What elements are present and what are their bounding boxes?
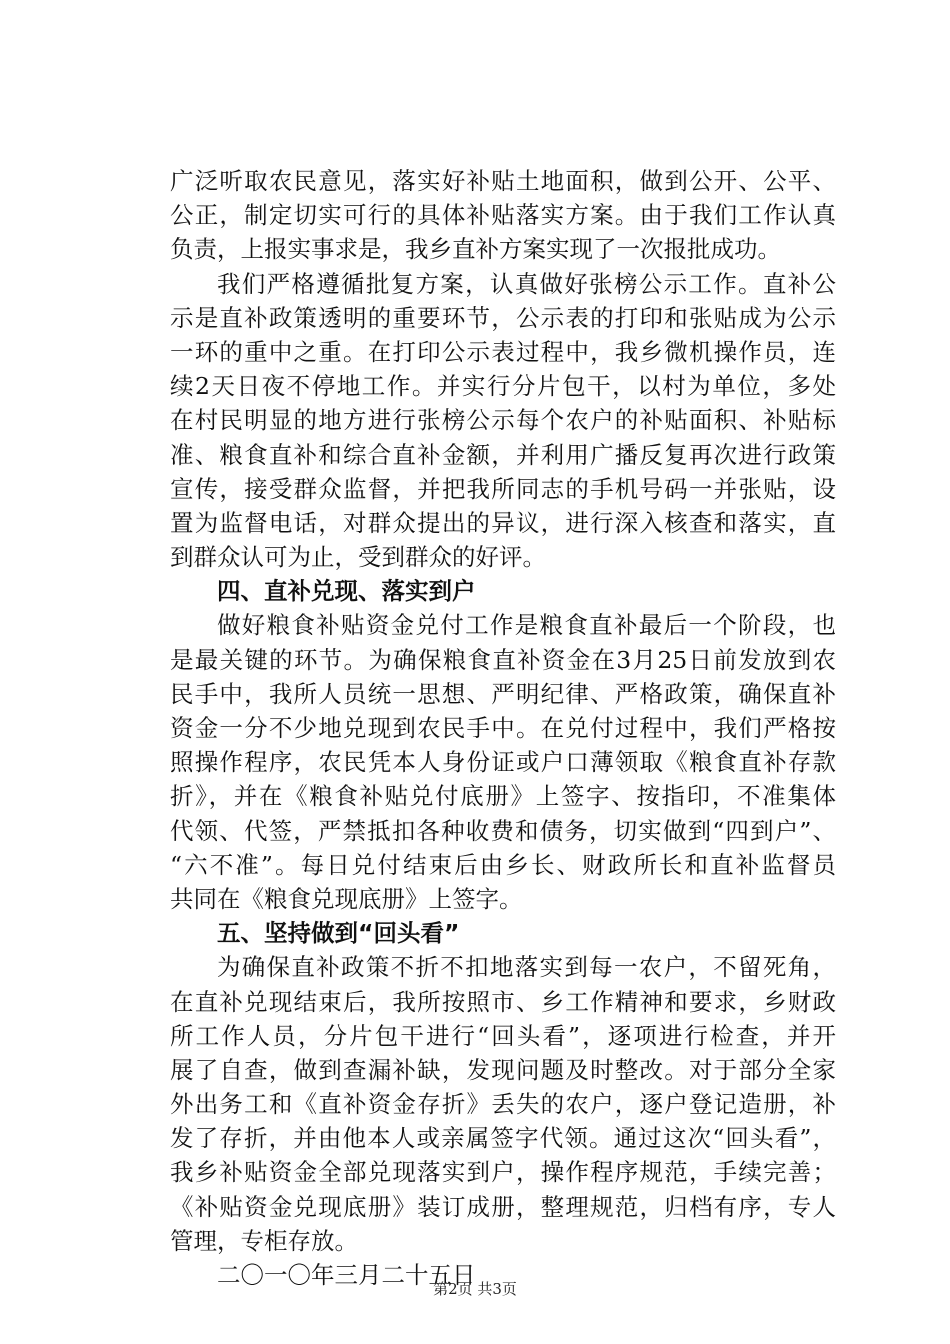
- body-line: 一环的重中之重。在打印公示表过程中，我乡微机操作员，连: [170, 337, 836, 366]
- body-line: 准、粮食直补和综合直补金额，并利用广播反复再次进行政策: [170, 440, 836, 469]
- body-line: 代领、代签，严禁抵扣各种收费和债务，切实做到“四到户”、: [170, 816, 836, 845]
- body-line: 广泛听取农民意见，落实好补贴土地面积，做到公开、公平、: [170, 167, 836, 195]
- body-line: 照操作程序，农民凭本人身份证或户口薄领取《粮食直补存款: [170, 748, 836, 777]
- body-line: 在村民明显的地方进行张榜公示每个农户的补贴面积、补贴标: [170, 406, 836, 435]
- body-line: “六不准”。每日兑付结束后由乡长、财政所长和直补监督员: [170, 850, 836, 879]
- body-line: 到群众认可为止，受到群众的好评。: [170, 543, 546, 572]
- body-line: 负责，上报实事求是，我乡直补方案实现了一次报批成功。: [170, 235, 781, 264]
- body-line: 示是直补政策透明的重要环节，公示表的打印和张贴成为公示: [170, 303, 836, 332]
- body-line: 在直补兑现结束后，我所按照市、乡工作精神和要求，乡财政: [170, 987, 836, 1016]
- body-line: 资金一分不少地兑现到农民手中。在兑付过程中，我们严格按: [170, 714, 836, 742]
- body-line: 外出务工和《直补资金存折》丢失的农户，逐户登记造册，补: [170, 1090, 836, 1119]
- section-heading: 五、坚持做到“回头看”: [217, 919, 460, 948]
- body-line: 《补贴资金兑现底册》装订成册，整理规范，归档有序，专人: [170, 1192, 836, 1221]
- paragraph-start-line: 我们严格遵循批复方案，认真做好张榜公示工作。直补公: [217, 269, 836, 298]
- body-line: 是最关键的环节。为确保粮食直补资金在3月25日前发放到农: [170, 645, 836, 674]
- body-line: 宣传，接受群众监督，并把我所同志的手机号码一并张贴，设: [170, 474, 836, 503]
- body-line: 展了自查，做到查漏补缺，发现问题及时整改。对于部分全家: [170, 1055, 836, 1084]
- body-line: 所工作人员，分片包干进行“回头看”，逐项进行检查，并开: [170, 1021, 836, 1050]
- paragraph-start-line: 做好粮食补贴资金兑付工作是粮食直补最后一个阶段，也: [217, 611, 836, 640]
- body-line: 置为监督电话，对群众提出的异议，进行深入核查和落实，直: [170, 508, 836, 537]
- body-line: 公正，制定切实可行的具体补贴落实方案。由于我们工作认真: [170, 201, 836, 230]
- body-line: 民手中，我所人员统一思想、严明纪律、严格政策，确保直补: [170, 679, 836, 708]
- body-line: 我乡补贴资金全部兑现落实到户，操作程序规范，手续完善；: [170, 1158, 836, 1187]
- document-date: 二〇一〇年三月二十五日: [217, 1261, 476, 1289]
- body-line: 折》，并在《粮食补贴兑付底册》上签字、按指印，不准集体: [170, 782, 836, 811]
- body-line: 管理，专柜存放。: [170, 1226, 358, 1255]
- document-body: [170, 164, 836, 1292]
- body-line: 共同在《粮食兑现底册》上签字。: [170, 884, 523, 913]
- page-number: 第2页 共3页: [433, 1280, 517, 1298]
- paragraph-start-line: 为确保直补政策不折不扣地落实到每一农户，不留死角，: [217, 953, 836, 982]
- body-line: 发了存折，并由他本人或亲属签字代领。通过这次“回头看”，: [170, 1124, 836, 1153]
- body-line: 续2天日夜不停地工作。并实行分片包干，以村为单位，多处: [170, 372, 836, 401]
- section-heading: 四、直补兑现、落实到户: [217, 577, 476, 606]
